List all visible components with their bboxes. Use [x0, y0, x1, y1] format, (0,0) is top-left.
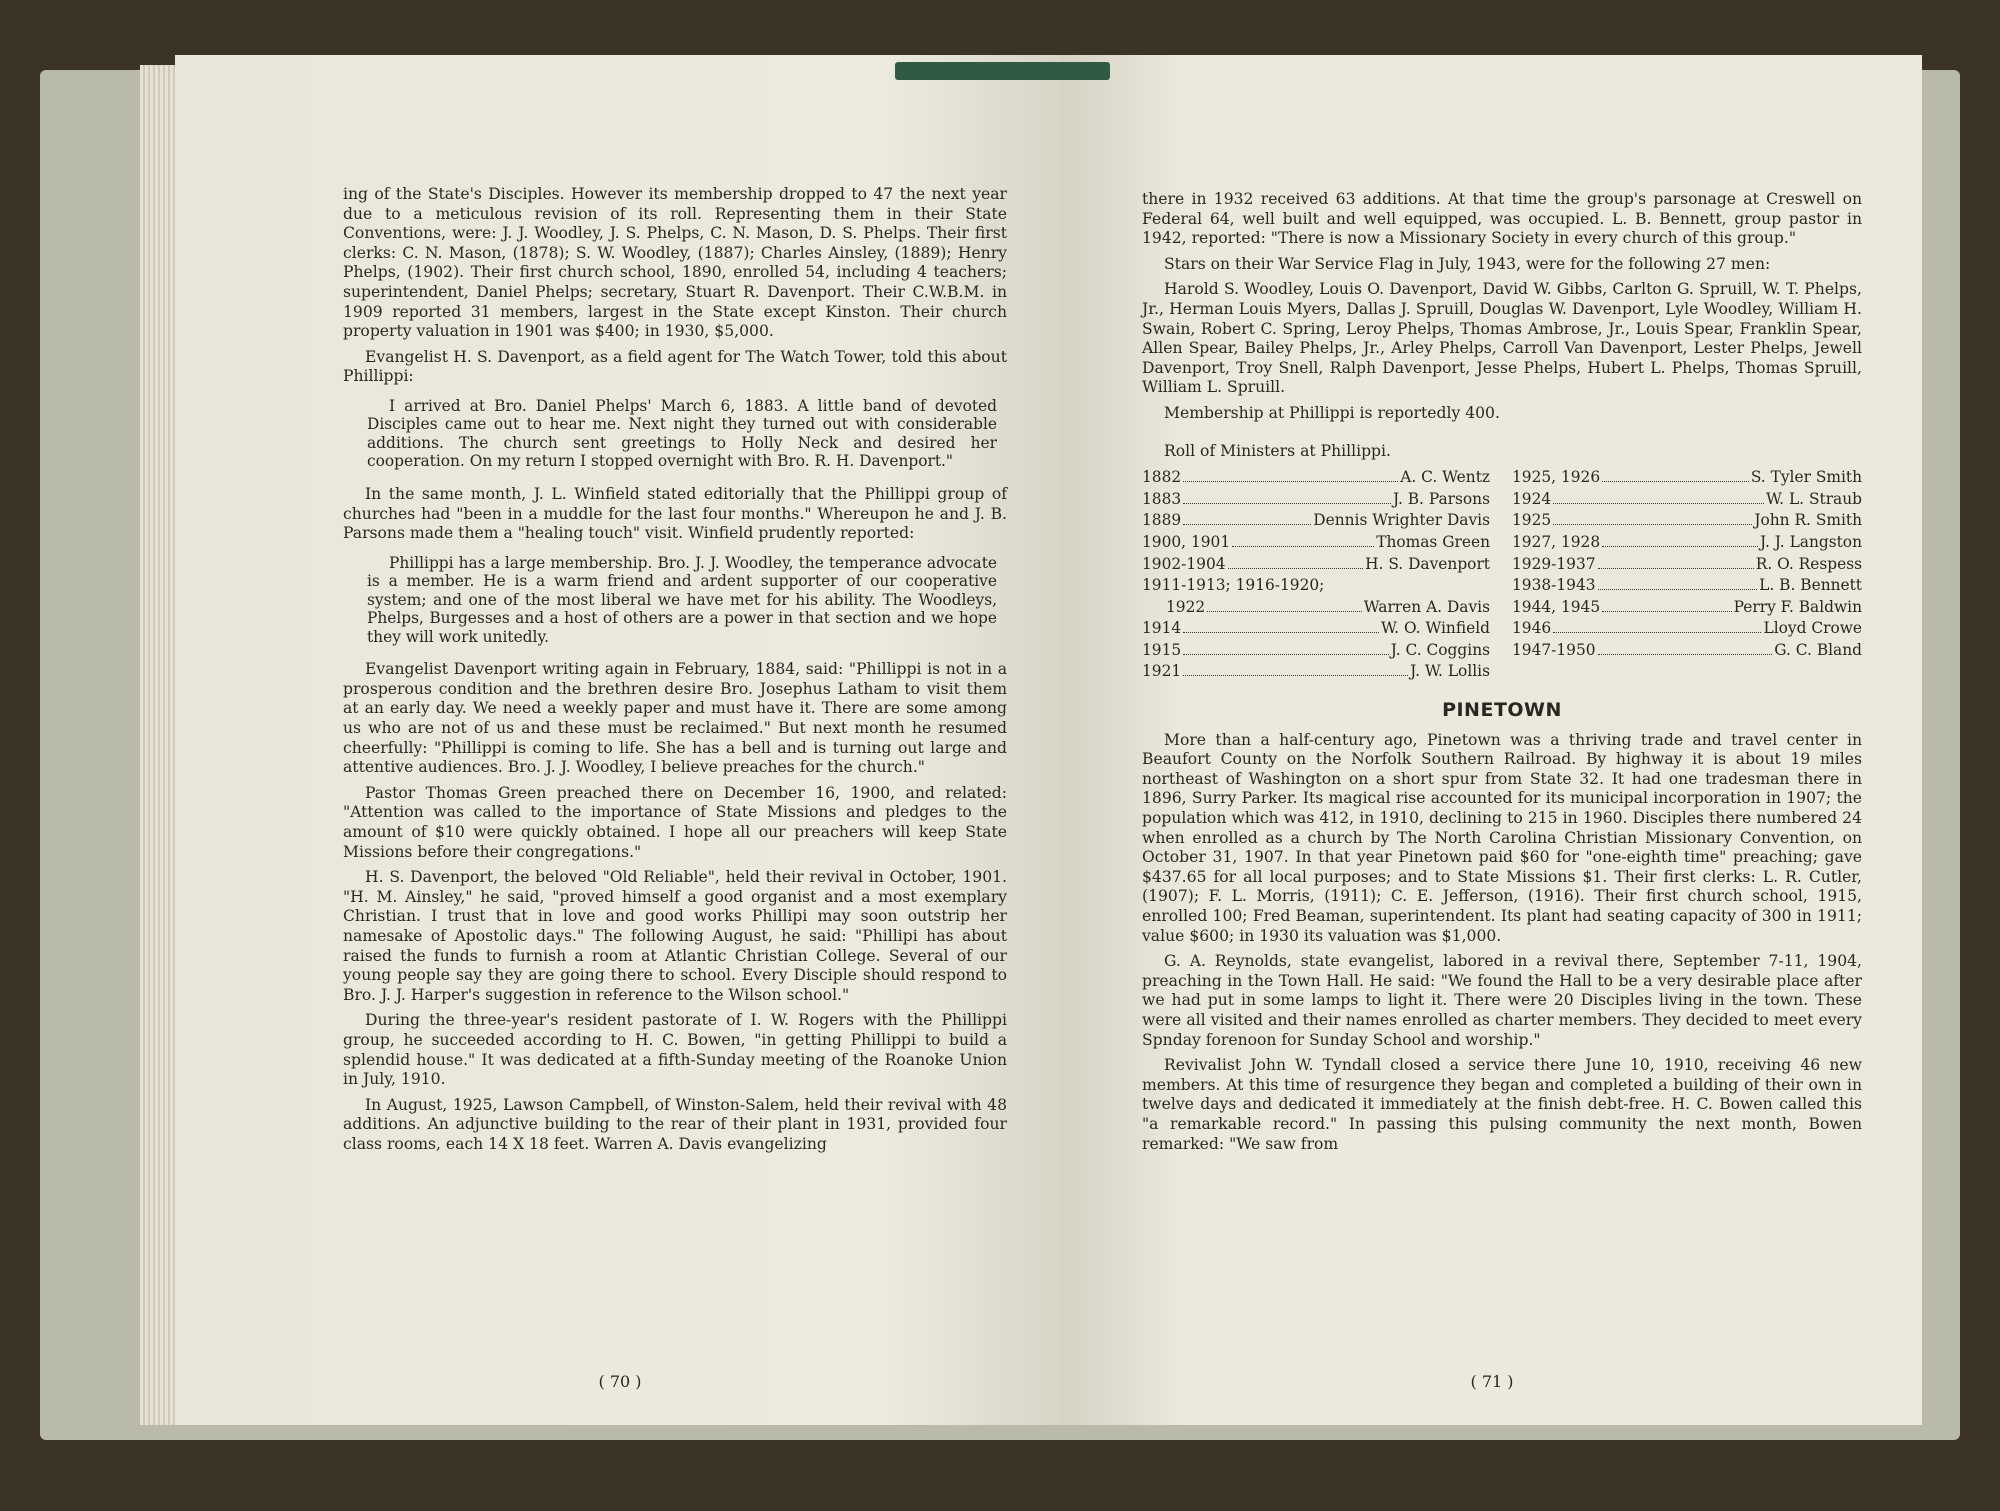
dot-leader [1207, 611, 1362, 612]
dot-leader [1228, 568, 1364, 569]
dot-leader [1598, 568, 1754, 569]
roll-minister: J. J. Langston [1760, 532, 1862, 551]
roll-minister: J. W. Lollis [1410, 662, 1490, 681]
paragraph: H. S. Davenport, the beloved "Old Reliable", held their revival in October, 1901. "H. M. Ainsley," he said, "proved himself a good organist and a most exemplary Christian. I trust that in love and good works Phillipi may soon outstrip her namesake of Apostolic days." The following August, he said: "Phillipi has about raised the funds to furnish a room at Atlantic Christian College. Several of our young people say they are going there to school. Every Disciple should respond to Bro. J. J. Harper's suggestion in reference to the Wilson school." [343, 868, 1007, 1004]
roll-minister: A. C. Wentz [1400, 468, 1490, 487]
paragraph: During the three-year's resident pastorate of I. W. Rogers with the Phillippi group, he succeeded according to H. C. Bowen, "in getting Phillippi to build a splendid house." It was dedicated at a fifth-Sunday meeting of the Roanoke Union in July, 1910. [343, 1011, 1007, 1089]
left-page [175, 55, 1065, 1425]
dot-leader [1183, 654, 1389, 655]
roll-entry [1142, 641, 1490, 661]
roll-entry [1142, 619, 1490, 639]
roll-row [1142, 510, 1862, 532]
roll-entry [1512, 619, 1862, 639]
roll-year: 1925 [1512, 511, 1552, 530]
roll-minister: W. L. Straub [1766, 489, 1862, 508]
roll-minister: G. C. Bland [1774, 640, 1862, 659]
paragraph: ing of the State's Disciples. However its membership dropped to 47 the next year due to a meticulous revision of its roll. Representing them in their State Conventions, were: J. J. Woodley, J. S. Phelps, C. N. Mason, D. S. Phelps. Their first clerks: C. N. Mason, (1878); S. W. Woodley, (1887); Charles Ainsley, (1889); Henry Phelps, (1902). Their first church school, 1890, enrolled 54, including 4 teachers; superintendent, Daniel Phelps; secretary, Stuart R. Davenport. Their C.W.B.M. in 1909 reported 31 members, largest in the State except Kinston. Their church property valuation in 1901 was $400; in 1930, $5,000. [343, 185, 1007, 341]
roll-minister: Warren A. Davis [1363, 597, 1490, 616]
roll-entry [1512, 576, 1862, 596]
dot-leader [1602, 546, 1758, 547]
dot-leader [1183, 524, 1311, 525]
paragraph: More than a half-century ago, Pinetown was a thriving trade and travel center in Beaufort County on the Norfolk Southern Railroad. By highway it is about 19 miles northeast of Washington on a short spur from State 32. It had one tradesman there in 1896, Surry Parker. Its magical rise accounted for its municipal incorporation in 1907; the population which was 412, in 1910, declining to 215 in 1960. Disciples there numbered 24 when enrolled as a church by The North Carolina Christian Missionary Convention, on October 31, 1907. In that year Pinetown paid $60 for "one-eighth time" preaching; gave $437.65 for all local purposes; and to State Missions $1. Their first clerks: L. R. Cutler, (1907); F. L. Morris, (1911); C. E. Jefferson, (1916). Their first church school, 1915, enrolled 100; Fred Beaman, superintendent. Its plant had seating capacity of 300 in 1911; value $600; in 1930 its valuation was $1,000. [1142, 730, 1862, 945]
roll-entry [1512, 490, 1862, 510]
roll-year: 1924 [1512, 489, 1552, 508]
roll-row [1142, 554, 1862, 576]
roll-year: 1911-1913; 1916-1920; [1142, 576, 1325, 595]
paragraph: In August, 1925, Lawson Campbell, of Winston-Salem, held their revival with 48 additions. An adjunctive building to the rear of their plant in 1931, provided four class rooms, each 14 X 18 feet. Warren A. Davis evangelizing [343, 1095, 1007, 1153]
dot-leader [1183, 675, 1408, 676]
roll-title: Roll of Ministers at Phillippi. [1164, 441, 1391, 460]
roll-minister: J. C. Coggins [1390, 640, 1490, 659]
roll-entry [1512, 555, 1862, 575]
roll-year: 1929-1937 [1512, 554, 1596, 573]
page-edges [140, 65, 180, 1425]
dot-leader [1232, 546, 1374, 547]
paragraph: Pastor Thomas Green preached there on December 16, 1900, and related: "Attention was called to the importance of State Missions and pledges to the amount of $10 were quickly obtained. I hope all our preachers will keep State Missions before their congregations." [343, 783, 1007, 861]
roll-entry [1142, 576, 1490, 596]
dot-leader [1183, 481, 1398, 482]
quote-text: I arrived at Bro. Daniel Phelps' March 6, 1883. A little band of devoted Disciples came out to hear me. Next night they turned out with considerable additions. The church sent greetings to Holly Neck and desired her cooperation. On my return I stopped overnight with Bro. R. H. Davenport." [367, 396, 997, 471]
roll-year: 1922 [1166, 597, 1206, 616]
spine-binding [895, 62, 1110, 80]
roll-minister: L. B. Bennett [1759, 576, 1862, 595]
roll-year: 1938-1943 [1512, 576, 1596, 595]
page-number: ( 71 ) [1470, 1372, 1514, 1391]
roll-entry [1512, 468, 1862, 488]
paragraph: Evangelist H. S. Davenport, as a field agent for The Watch Tower, told this about Phillippi: [343, 347, 1007, 386]
dot-leader [1553, 632, 1761, 633]
dot-leader [1183, 632, 1379, 633]
dot-leader [1602, 611, 1731, 612]
roll-entry [1512, 641, 1862, 661]
roll-minister: Thomas Green [1376, 532, 1490, 551]
dot-leader [1602, 481, 1749, 482]
roll-row [1142, 532, 1862, 554]
roll-entry [1142, 490, 1490, 510]
left-page-text [343, 185, 1007, 1154]
roll-year: 1921 [1142, 662, 1182, 681]
roll-year: 1889 [1142, 511, 1182, 530]
dot-leader [1598, 589, 1758, 590]
roll-entry [1512, 511, 1862, 531]
right-page-text [1142, 190, 1862, 1154]
block-quote [367, 554, 997, 647]
roll-minister: H. S. Davenport [1365, 554, 1490, 573]
roll-minister: Dennis Wrighter Davis [1313, 511, 1490, 530]
roll-entry [1142, 511, 1490, 531]
roll-entry [1142, 662, 1490, 682]
roll-row [1142, 489, 1862, 511]
roll-entry [1512, 598, 1862, 618]
roll-entry [1512, 533, 1862, 553]
roll-minister: S. Tyler Smith [1750, 468, 1862, 487]
paragraph: Membership at Phillippi is reportedly 400. [1164, 403, 1500, 422]
roll-minister: John R. Smith [1754, 511, 1862, 530]
paragraph: there in 1932 received 63 additions. At that time the group's parsonage at Creswell on Federal 64, well built and well equipped, was occupied. L. B. Bennett, group pastor in 1942, reported: "There is now a Missionary Society in every church of this group." [1142, 190, 1862, 248]
roll-year: 1883 [1142, 489, 1182, 508]
names-list: Harold S. Woodley, Louis O. Davenport, David W. Gibbs, Carlton G. Spruill, W. T. Phelps, Jr., Herman Louis Myers, Dallas J. Spruill, Douglas W. Davenport, Lyle Woodley, William H. Swain, Robert C. Spring, Leroy Phelps, Thomas Ambrose, Jr., Louis Spear, Franklin Spear, Allen Spear, Bailey Phelps, Jr., Arley Phelps, Carroll Van Davenport, Lester Phelps, Jewell Davenport, Troy Snell, Ralph Davenport, Jesse Phelps, Hubert L. Phelps, Thomas Spruill, William L. Spruill. [1142, 280, 1862, 397]
roll-year: 1944, 1945 [1512, 597, 1601, 616]
roll-entry [1142, 598, 1490, 618]
roll-year: 1900, 1901 [1142, 532, 1231, 551]
roll-row [1142, 597, 1862, 619]
paragraph: Revivalist John W. Tyndall closed a service there June 10, 1910, receiving 46 new members. At this time of resurgence they began and completed a building of their own in twelve days and dedicated it immediately at the finish debt-free. H. C. Bowen called this "a remarkable record." In passing this pulsing community the next month, Bowen remarked: "We saw from [1142, 1056, 1862, 1153]
roll-year: 1925, 1926 [1512, 468, 1601, 487]
roll-row [1142, 640, 1862, 662]
dot-leader [1598, 654, 1773, 655]
roll-row [1142, 575, 1862, 597]
roll-year: 1927, 1928 [1512, 532, 1601, 551]
section-heading: PINETOWN [1442, 699, 1562, 722]
roll-year: 1914 [1142, 619, 1182, 638]
ministers-roll [1142, 467, 1862, 683]
dot-leader [1553, 503, 1764, 504]
roll-minister: W. O. Winfield [1381, 619, 1490, 638]
roll-row [1142, 661, 1862, 683]
roll-minister: R. O. Respess [1755, 554, 1862, 573]
block-quote [367, 397, 997, 471]
paragraph: Evangelist Davenport writing again in February, 1884, said: "Phillippi is not in a prosperous condition and the brethren desire Bro. Josephus Latham to visit them at an early day. We need a weekly paper and must have it. There are some among us who are not of us and these must be reclaimed." But next month he resumed cheerfully: "Phillippi is coming to life. She has a bell and is turning out large and attentive audiences. Bro. J. J. Woodley, I believe preaches for the church." [343, 660, 1007, 777]
roll-minister: J. B. Parsons [1392, 489, 1490, 508]
roll-entry [1142, 468, 1490, 488]
paragraph: G. A. Reynolds, state evangelist, labored in a revival there, September 7-11, 1904, preaching in the Town Hall. He said: "We found the Hall to be a very desirable place after we had put in some lamps to light it. There were 20 Disciples living in the town. These were all visited and their names enrolled as charter members. They decided to meet every Spnday forenoon for Sunday School and worship." [1142, 952, 1862, 1049]
paragraph: Stars on their War Service Flag in July, 1943, were for the following 27 men: [1164, 254, 1771, 273]
roll-minister: Perry F. Baldwin [1733, 597, 1862, 616]
roll-year: 1882 [1142, 468, 1182, 487]
roll-year: 1915 [1142, 640, 1182, 659]
quote-text: Phillippi has a large membership. Bro. J. J. Woodley, the temperance advocate is a member. He is a warm friend and ardent supporter of our cooperative system; and one of the most liberal we have met for his ability. The Woodleys, Phelps, Burgesses and a host of others are a power in that section and we hope they will work unitedly. [367, 553, 997, 646]
paragraph: In the same month, J. L. Winfield stated editorially that the Phillippi group of churches had "been in a muddle for the last four months." Whereupon he and J. B. Parsons made them a "healing touch" visit. Winfield prudently reported: [343, 484, 1007, 543]
dot-leader [1553, 524, 1752, 525]
right-page [1062, 55, 1922, 1425]
dot-leader [1183, 503, 1391, 504]
roll-row [1142, 618, 1862, 640]
roll-entry [1142, 555, 1490, 575]
roll-row [1142, 467, 1862, 489]
page-number: ( 70 ) [598, 1372, 642, 1391]
roll-entry [1142, 533, 1490, 553]
roll-year: 1902-1904 [1142, 554, 1226, 573]
roll-year: 1947-1950 [1512, 640, 1596, 659]
roll-year: 1946 [1512, 619, 1552, 638]
roll-minister: Lloyd Crowe [1763, 619, 1862, 638]
